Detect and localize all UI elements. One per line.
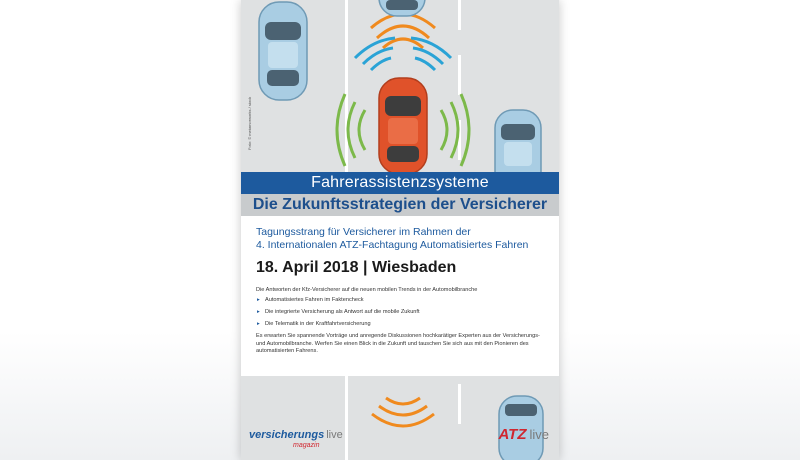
atz-live-logo bbox=[498, 427, 549, 443]
road-scene bbox=[241, 0, 559, 175]
list-item bbox=[256, 309, 551, 315]
flyer-page bbox=[241, 0, 559, 460]
lane-dash bbox=[458, 384, 461, 424]
triangle-bullet-icon: ▸ bbox=[257, 297, 260, 303]
sensor-waves-side bbox=[355, 38, 451, 70]
topic-label: Automatisiertes Fahren im Faktencheck bbox=[265, 297, 364, 303]
photo-credit: Foto: © metamorworks / stock bbox=[247, 96, 252, 150]
car-blue-top bbox=[379, 0, 425, 16]
sensor-waves-bottom bbox=[372, 398, 434, 426]
lead-text: Die Antworten der Kfz-Versicherer auf die neuen mobilen Trends in der Automobilbranche bbox=[256, 287, 478, 293]
page-title: Fahrerassistenzsysteme bbox=[241, 172, 559, 194]
sensor-waves-front bbox=[371, 14, 435, 48]
car-blue-right bbox=[495, 110, 541, 175]
lane-line-left bbox=[345, 376, 348, 460]
lane-dash bbox=[458, 55, 461, 95]
logo-sub: magazin bbox=[293, 442, 320, 449]
car-blue-left bbox=[259, 2, 307, 100]
intro-line-2: 4. Internationalen ATZ-Fachtagung Automatisiertes Fahren bbox=[256, 238, 529, 251]
logo-live: live bbox=[326, 429, 343, 441]
list-item bbox=[256, 297, 551, 303]
topic-label: Die Telematik in der Kraftfahrtversicherung bbox=[265, 321, 371, 327]
topic-list bbox=[256, 297, 551, 327]
closing-line: automatisierten Fahrens. bbox=[256, 348, 318, 354]
logo-live: live bbox=[529, 427, 549, 442]
triangle-bullet-icon: ▸ bbox=[257, 309, 260, 315]
logo-atz: ATZ bbox=[498, 426, 527, 443]
list-item bbox=[256, 321, 551, 327]
car-orange-center bbox=[379, 78, 427, 174]
intro-text bbox=[256, 226, 551, 251]
lane-line-left bbox=[345, 0, 348, 175]
closing-text bbox=[256, 333, 551, 356]
page-subtitle: Die Zukunftsstrategien der Versicherer bbox=[241, 194, 559, 216]
versicherungsmagazin-live-logo bbox=[249, 426, 343, 449]
lane-dash bbox=[458, 0, 461, 30]
flyer-content bbox=[256, 226, 551, 356]
closing-line: und Automobilbranche. Werfen Sie einen Blick in die Zukunft und tauschen Sie sich aus mit den Pionieren des bbox=[256, 340, 529, 347]
event-date-location: 18. April 2018 | Wiesbaden bbox=[256, 259, 457, 276]
topic-label: Die integrierte Versicherung als Antwort auf die mobile Zukunft bbox=[265, 309, 420, 315]
logo-word: versicherungs bbox=[249, 429, 325, 441]
road-illustration-top bbox=[241, 0, 559, 175]
closing-line: Es erwarten Sie spannende Vorträge und anregende Diskussionen hochkarätiger Experten aus der Versicherungs- bbox=[256, 333, 540, 339]
intro-line-1: Tagungsstrang für Versicherer im Rahmen der bbox=[256, 226, 471, 238]
triangle-bullet-icon: ▸ bbox=[257, 321, 260, 327]
